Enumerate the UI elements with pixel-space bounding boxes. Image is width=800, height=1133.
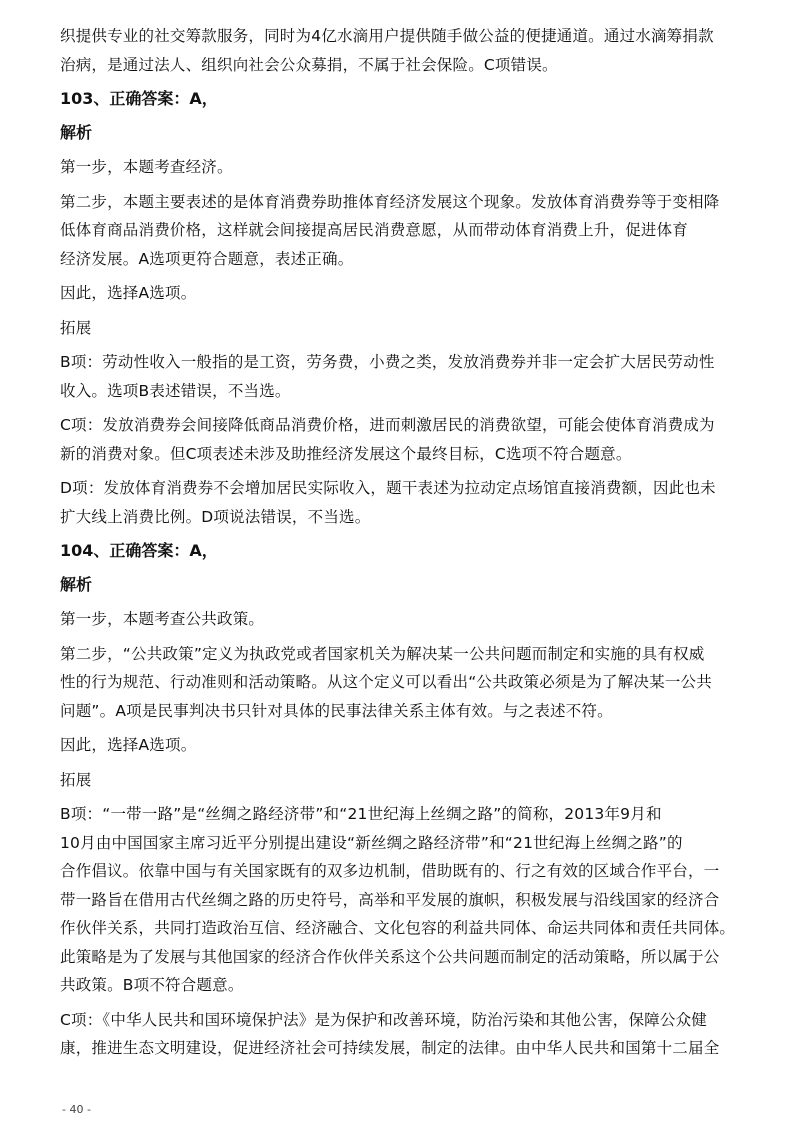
text-line: 104、正确答案：A， [60, 541, 218, 560]
paragraph [60, 605, 750, 634]
text-line: 拓展 [60, 318, 92, 337]
text-line: C项：《中华人民共和国环境保护法》是为保护和改善环境，防治污染和其他公害，保障公众健 [60, 1010, 707, 1029]
document-body [60, 22, 750, 1069]
text-line: 第二步，“公共政策”定义为执政党或者国家机关为解决某一公共问题而制定和实施的具有权威 [60, 644, 705, 663]
paragraph [60, 731, 750, 760]
page-number: - 40 - [62, 1103, 91, 1116]
section-heading [60, 119, 750, 147]
text-line: 解析 [60, 123, 93, 142]
text-line: 因此，选择A选项。 [60, 736, 197, 754]
text-line: 第一步，本题考查经济。 [60, 158, 233, 176]
text-line: B项：“一带一路”是“丝绸之路经济带”和“21世纪海上丝绸之路”的简称，2013年9月和 [60, 805, 662, 823]
text-line: 因此，选择A选项。 [60, 284, 197, 302]
text-line: 扩大线上消费比例。D项说法错误，不当选。 [60, 507, 371, 526]
text-line: 共政策。B项不符合题意。 [60, 976, 244, 994]
paragraph [60, 411, 750, 468]
text-line: 第一步，本题考查公共政策。 [60, 610, 265, 628]
paragraph [60, 640, 750, 726]
text-line: 作伙伴关系，共同打造政治互信、经济融合、文化包容的利益共同体、命运共同体和责任共同体。 [60, 919, 736, 937]
text-line: 经济发展。A选项更符合题意，表述正确。 [60, 249, 354, 268]
text-line: 10月由中国国家主席习近平分别提出建设“新丝绸之路经济带”和“21世纪海上丝绸之路”的 [60, 833, 683, 852]
paragraph [60, 800, 750, 1000]
text-line: 拓展 [60, 770, 92, 789]
text-line: 性的行为规范、行动准则和活动策略。从这个定义可以看出“公共政策必须是为了解决某一公共 [60, 673, 712, 691]
paragraph [60, 1006, 750, 1063]
text-line: 带一路旨在借用古代丝绸之路的历史符号，高举和平发展的旗帜，积极发展与沿线国家的经济合 [60, 890, 720, 909]
paragraph [60, 314, 750, 343]
text-line: 解析 [60, 575, 93, 594]
text-line: 低体育商品消费价格，这样就会间接提高居民消费意愿，从而带动体育消费上升，促进体育 [60, 221, 689, 239]
text-line: B项：劳动性收入一般指的是工资，劳务费，小费之类，发放消费券并非一定会扩大居民劳动性 [60, 353, 715, 371]
text-line: 第二步，本题主要表述的是体育消费券助推体育经济发展这个现象。发放体育消费券等于变相降 [60, 192, 720, 211]
text-line: 治病，是通过法人、组织向社会公众募捐，不属于社会保险。C项错误。 [60, 55, 558, 74]
section-heading [60, 571, 750, 599]
paragraph [60, 279, 750, 308]
paragraph [60, 766, 750, 795]
paragraph [60, 348, 750, 405]
text-line: 此策略是为了发展与其他国家的经济合作伙伴关系这个公共问题而制定的活动策略，所以属于公 [60, 947, 720, 966]
section-heading [60, 85, 750, 113]
text-line: C项：发放消费券会间接降低商品消费价格，进而刺激居民的消费欲望，可能会使体育消费成为 [60, 416, 715, 434]
paragraph [60, 474, 750, 531]
text-line: 收入。选项B表述错误，不当选。 [60, 381, 291, 400]
text-line: 合作倡议。依靠中国与有关国家既有的双多边机制，借助既有的、行之有效的区域合作平台，一 [60, 862, 720, 880]
text-line: 问题”。A项是民事判决书只针对具体的民事法律关系主体有效。与之表述不符。 [60, 701, 613, 720]
text-line: 103、正确答案：A， [60, 89, 218, 108]
text-line: 新的消费对象。但C项表述未涉及助推经济发展这个最终目标，C选项不符合题意。 [60, 444, 632, 463]
text-line: 织提供专业的社交筹款服务，同时为4亿水滴用户提供随手做公益的便捷通道。通过水滴筹捐款 [60, 27, 714, 45]
paragraph [60, 153, 750, 182]
text-line: D项：发放体育消费券不会增加居民实际收入，题干表述为拉动定点场馆直接消费额，因此也未 [60, 479, 716, 497]
paragraph [60, 188, 750, 274]
paragraph [60, 22, 750, 79]
section-heading [60, 537, 750, 565]
text-line: 康，推进生态文明建设，促进经济社会可持续发展，制定的法律。由中华人民共和国第十二届全 [60, 1039, 720, 1057]
